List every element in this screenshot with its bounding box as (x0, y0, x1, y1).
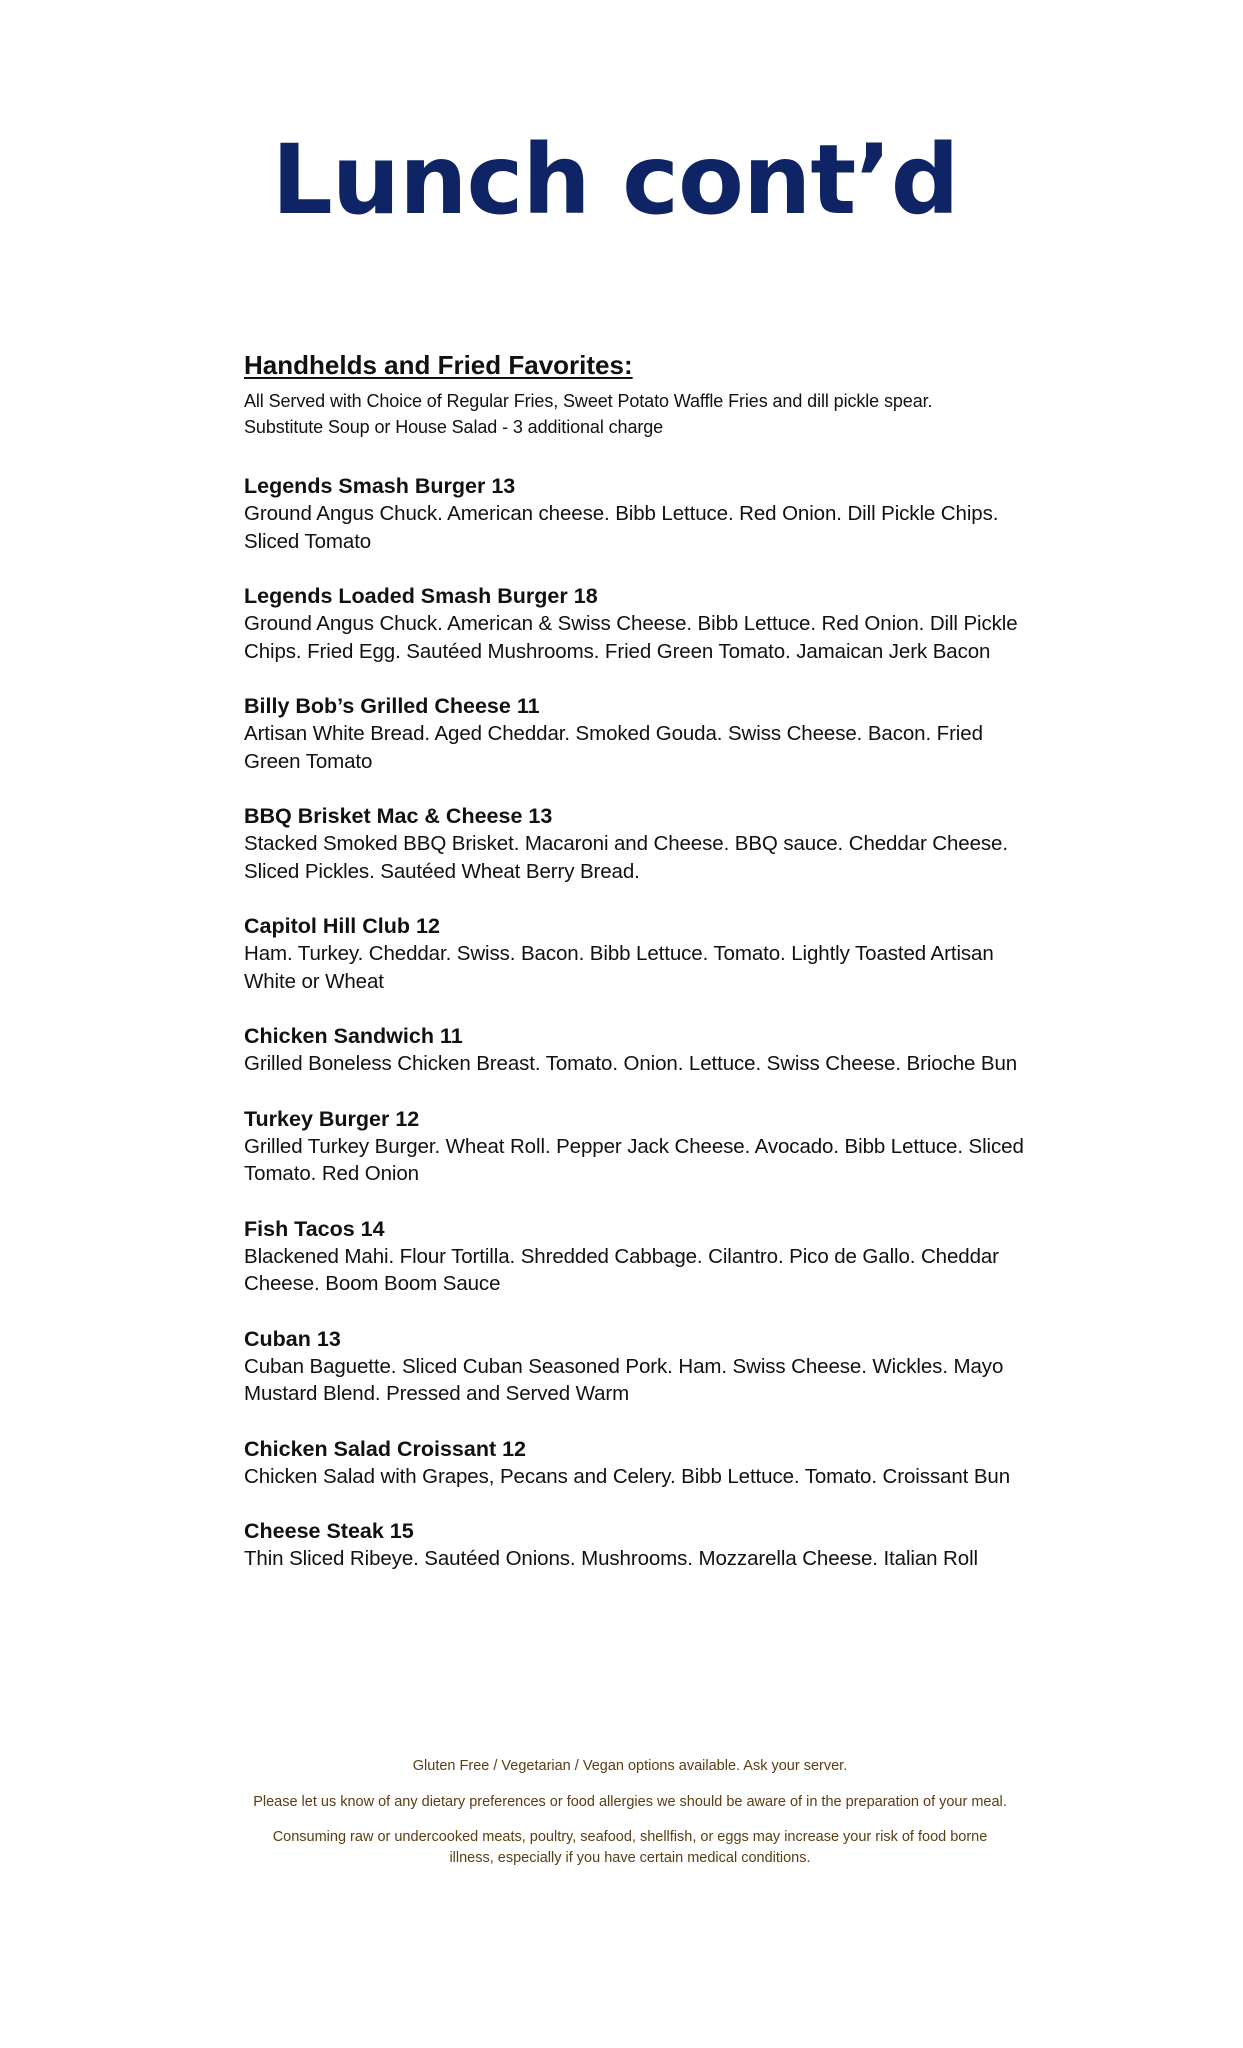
menu-item (244, 1022, 1034, 1078)
menu-section-handhelds (244, 350, 1034, 1600)
menu-item (244, 1517, 1034, 1573)
menu-item-description: Cuban Baguette. Sliced Cuban Seasoned Pork. Ham. Swiss Cheese. Wickles. Mayo Mustard Blend. Pressed and Served Warm (244, 1354, 1004, 1406)
menu-item (244, 1215, 1034, 1298)
footer-notice (250, 1756, 1010, 1883)
menu-item (244, 472, 1034, 555)
footer-dietary-options: Gluten Free / Vegetarian / Vegan options available. Ask your server. (412, 1758, 848, 1774)
menu-item (244, 1105, 1034, 1188)
section-note-sides: All Served with Choice of Regular Fries, Sweet Potato Waffle Fries and dill pickle spear. (244, 391, 933, 412)
footer-allergy-notice: Please let us know of any dietary preferences or food allergies we should be aware of in the preparation of your meal. (253, 1793, 1007, 1810)
menu-item-description: Ground Angus Chuck. American cheese. Bibb Lettuce. Red Onion. Dill Pickle Chips. Sliced Tomato (244, 502, 999, 553)
menu-item-title: Cheese Steak 15 (244, 1519, 414, 1544)
menu-item-title: Turkey Burger 12 (244, 1106, 420, 1131)
menu-item-description: Ham. Turkey. Cheddar. Swiss. Bacon. Bibb Lettuce. Tomato. Lightly Toasted Artisan White or Wheat (244, 942, 994, 993)
menu-item-description: Grilled Boneless Chicken Breast. Tomato. Onion. Lettuce. Swiss Cheese. Brioche Bun (244, 1052, 1018, 1076)
menu-item (244, 692, 1034, 775)
menu-item-title: Legends Loaded Smash Burger 18 (244, 584, 598, 609)
menu-item-description: Grilled Turkey Burger. Wheat Roll. Pepper Jack Cheese. Avocado. Bibb Lettuce. Sliced Tomato. Red Onion (244, 1134, 1024, 1186)
menu-item-title: Chicken Salad Croissant 12 (244, 1436, 526, 1461)
menu-item-title: Cuban 13 (244, 1326, 341, 1351)
menu-item-list (244, 472, 1034, 1573)
menu-item-title: Capitol Hill Club 12 (244, 914, 440, 939)
menu-item (244, 1435, 1034, 1491)
menu-item-description: Stacked Smoked BBQ Brisket. Macaroni and Cheese. BBQ sauce. Cheddar Cheese. Sliced Pickles. Sautéed Wheat Berry Bread. (244, 832, 1008, 883)
section-note-substitute: Substitute Soup or House Salad - 3 additional charge (244, 417, 664, 438)
menu-item-title: BBQ Brisket Mac & Cheese 13 (244, 804, 553, 829)
menu-item-description: Ground Angus Chuck. American & Swiss Cheese. Bibb Lettuce. Red Onion. Dill Pickle Chips. Fried Egg. Sautéed Mushrooms. Fried Green Tomato. Jamaican Jerk Bacon (244, 612, 1018, 663)
menu-item (244, 912, 1034, 995)
menu-item-title: Chicken Sandwich 11 (244, 1024, 463, 1049)
page-title: Lunch cont’d (271, 124, 959, 236)
menu-item (244, 1325, 1034, 1408)
menu-item-description: Thin Sliced Ribeye. Sautéed Onions. Mushrooms. Mozzarella Cheese. Italian Roll (244, 1547, 978, 1571)
menu-item-title: Fish Tacos 14 (244, 1216, 385, 1241)
menu-item-description: Artisan White Bread. Aged Cheddar. Smoked Gouda. Swiss Cheese. Bacon. Fried Green Tomato (244, 722, 983, 773)
menu-item-description: Blackened Mahi. Flour Tortilla. Shredded Cabbage. Cilantro. Pico de Gallo. Cheddar Cheese. Boom Boom Sauce (244, 1244, 999, 1296)
menu-item-title: Legends Smash Burger 13 (244, 474, 516, 499)
footer-consumption-warning: Consuming raw or undercooked meats, poultry, seafood, shellfish, or eggs may increase your risk of food borne illness, especially if you have certain medical conditions. (272, 1829, 988, 1866)
menu-item (244, 582, 1034, 665)
menu-item (244, 802, 1034, 885)
menu-item-description: Chicken Salad with Grapes, Pecans and Celery. Bibb Lettuce. Tomato. Croissant Bun (244, 1464, 1010, 1488)
section-heading: Handhelds and Fried Favorites: (244, 350, 633, 380)
menu-item-title: Billy Bob’s Grilled Cheese 11 (244, 694, 540, 719)
